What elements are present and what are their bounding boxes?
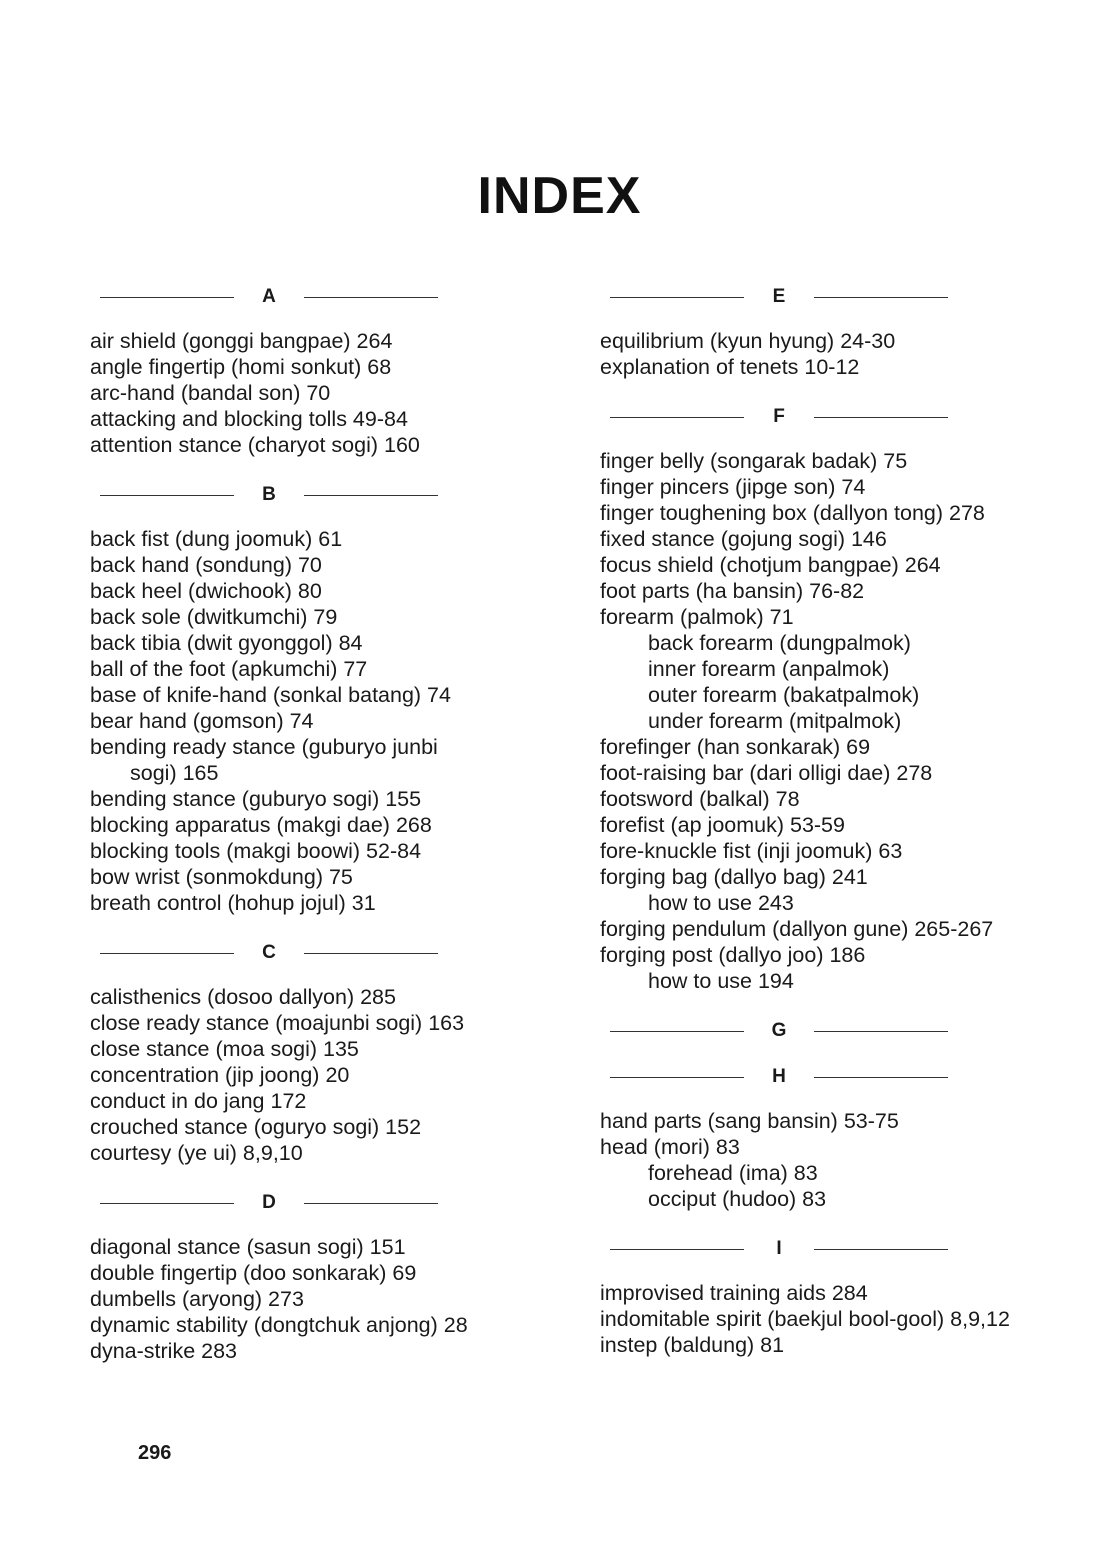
index-entry: dyna-strike 283 <box>90 1339 237 1363</box>
divider-line <box>100 297 234 298</box>
index-entry: air shield (gonggi bangpae) 264 <box>90 329 393 353</box>
index-subentry: occiput (hudoo) 83 <box>648 1187 827 1211</box>
index-entry: head (mori) 83 <box>600 1135 740 1159</box>
index-entry: concentration (jip joong) 20 <box>90 1063 350 1087</box>
index-entry: fixed stance (gojung sogi) 146 <box>600 527 887 551</box>
index-entry-list <box>90 984 590 1166</box>
divider-line <box>814 1077 948 1078</box>
index-entry: blocking apparatus (makgi dae) 268 <box>90 813 432 837</box>
section-heading <box>610 402 948 432</box>
index-entry: finger belly (songarak badak) 75 <box>600 449 908 473</box>
index-subentry: inner forearm (anpalmok) <box>648 657 890 681</box>
index-entry: bending ready stance (guburyo junbi <box>90 735 438 759</box>
index-entry: back fist (dung joomuk) 61 <box>90 527 343 551</box>
index-entry: base of knife-hand (sonkal batang) 74 <box>90 683 451 707</box>
section-heading <box>610 282 948 312</box>
index-entry: close stance (moa sogi) 135 <box>90 1037 359 1061</box>
index-subentry: outer forearm (bakatpalmok) <box>648 683 920 707</box>
divider-line <box>304 1203 438 1204</box>
index-entry: ball of the foot (apkumchi) 77 <box>90 657 368 681</box>
index-subentry: how to use 194 <box>648 969 794 993</box>
divider-line <box>814 297 948 298</box>
index-entry: double fingertip (doo sonkarak) 69 <box>90 1261 417 1285</box>
index-entry: calisthenics (dosoo dallyon) 285 <box>90 985 396 1009</box>
index-subentry: how to use 243 <box>648 891 794 915</box>
section-letter: D <box>262 1192 276 1213</box>
divider-line <box>100 1203 234 1204</box>
index-entry-list <box>90 328 590 458</box>
section-heading <box>100 938 438 968</box>
index-entry-list <box>90 526 590 916</box>
index-entry: close ready stance (moajunbi sogi) 163 <box>90 1011 465 1035</box>
section-heading <box>100 282 438 312</box>
section-heading <box>610 1234 948 1264</box>
index-entry: bear hand (gomson) 74 <box>90 709 314 733</box>
index-entry: forefist (ap joomuk) 53-59 <box>600 813 845 837</box>
index-subentry: under forearm (mitpalmok) <box>648 709 902 733</box>
divider-line <box>610 417 744 418</box>
index-entry: attention stance (charyot sogi) 160 <box>90 433 420 457</box>
index-entry-list <box>600 448 1110 994</box>
index-subentry: forehead (ima) 83 <box>648 1161 818 1185</box>
divider-line <box>814 417 948 418</box>
section-heading <box>100 1188 438 1218</box>
section-heading <box>610 1062 948 1092</box>
divider-line <box>610 1077 744 1078</box>
divider-line <box>304 495 438 496</box>
index-entry: equilibrium (kyun hyung) 24-30 <box>600 329 896 353</box>
divider-line <box>100 953 234 954</box>
index-entry: instep (baldung) 81 <box>600 1333 785 1357</box>
section-heading <box>610 1016 948 1046</box>
index-entry: forging pendulum (dallyon gune) 265-267 <box>600 917 994 941</box>
index-entry: footsword (balkal) 78 <box>600 787 800 811</box>
section-letter: I <box>776 1238 782 1259</box>
index-entry: focus shield (chotjum bangpae) 264 <box>600 553 941 577</box>
index-entry: back heel (dwichook) 80 <box>90 579 322 603</box>
index-entry: foot-raising bar (dari olligi dae) 278 <box>600 761 933 785</box>
index-entry: foot parts (ha bansin) 76-82 <box>600 579 865 603</box>
index-entry: improvised training aids 284 <box>600 1281 868 1305</box>
index-entry: angle fingertip (homi sonkut) 68 <box>90 355 392 379</box>
index-entry: attacking and blocking tolls 49-84 <box>90 407 408 431</box>
index-entry: bow wrist (sonmokdung) 75 <box>90 865 353 889</box>
index-entry: forefinger (han sonkarak) 69 <box>600 735 871 759</box>
page-number: 296 <box>138 1442 172 1464</box>
index-entry-list <box>600 1280 1110 1358</box>
section-letter: F <box>773 406 785 427</box>
divider-line <box>610 1249 744 1250</box>
index-entry: forging post (dallyo joo) 186 <box>600 943 866 967</box>
divider-line <box>304 297 438 298</box>
index-entry: sogi) 165 <box>130 761 219 785</box>
divider-line <box>610 297 744 298</box>
section-letter: B <box>262 484 276 505</box>
section-letter: E <box>772 286 786 307</box>
index-entry: back hand (sondung) 70 <box>90 553 322 577</box>
index-entry-list <box>600 328 1110 380</box>
index-entry: courtesy (ye ui) 8,9,10 <box>90 1141 303 1165</box>
divider-line <box>100 495 234 496</box>
section-letter: A <box>262 286 276 307</box>
index-entry-list <box>600 1108 1110 1212</box>
index-subentry: back forearm (dungpalmok) <box>648 631 911 655</box>
section-letter: C <box>262 942 276 963</box>
index-entry: indomitable spirit (baekjul bool-gool) 8,9,12 <box>600 1307 1010 1331</box>
divider-line <box>304 953 438 954</box>
section-letter: G <box>771 1020 787 1041</box>
index-entry: arc-hand (bandal son) 70 <box>90 381 331 405</box>
index-entry: hand parts (sang bansin) 53-75 <box>600 1109 899 1133</box>
index-entry: conduct in do jang 172 <box>90 1089 307 1113</box>
page-title: INDEX <box>477 167 642 225</box>
index-entry: crouched stance (oguryo sogi) 152 <box>90 1115 422 1139</box>
index-column-left <box>90 282 590 1386</box>
index-entry: finger pincers (jipge son) 74 <box>600 475 866 499</box>
index-entry: explanation of tenets 10-12 <box>600 355 860 379</box>
index-entry: forging bag (dallyo bag) 241 <box>600 865 868 889</box>
index-entry: breath control (hohup jojul) 31 <box>90 891 376 915</box>
index-column-right <box>600 282 1110 1380</box>
section-letter: H <box>772 1066 786 1087</box>
index-entry: fore-knuckle fist (inji joomuk) 63 <box>600 839 903 863</box>
divider-line <box>814 1031 948 1032</box>
index-entry-list <box>90 1234 590 1364</box>
index-entry: back sole (dwitkumchi) 79 <box>90 605 338 629</box>
index-entry: back tibia (dwit gyonggol) 84 <box>90 631 363 655</box>
index-entry: diagonal stance (sasun sogi) 151 <box>90 1235 406 1259</box>
section-heading <box>100 480 438 510</box>
index-entry: bending stance (guburyo sogi) 155 <box>90 787 422 811</box>
index-entry: forearm (palmok) 71 <box>600 605 794 629</box>
index-entry: dumbells (aryong) 273 <box>90 1287 304 1311</box>
index-entry: finger toughening box (dallyon tong) 278 <box>600 501 985 525</box>
divider-line <box>814 1249 948 1250</box>
index-entry: blocking tools (makgi boowi) 52-84 <box>90 839 422 863</box>
index-entry: dynamic stability (dongtchuk anjong) 28 <box>90 1313 468 1337</box>
divider-line <box>610 1031 744 1032</box>
